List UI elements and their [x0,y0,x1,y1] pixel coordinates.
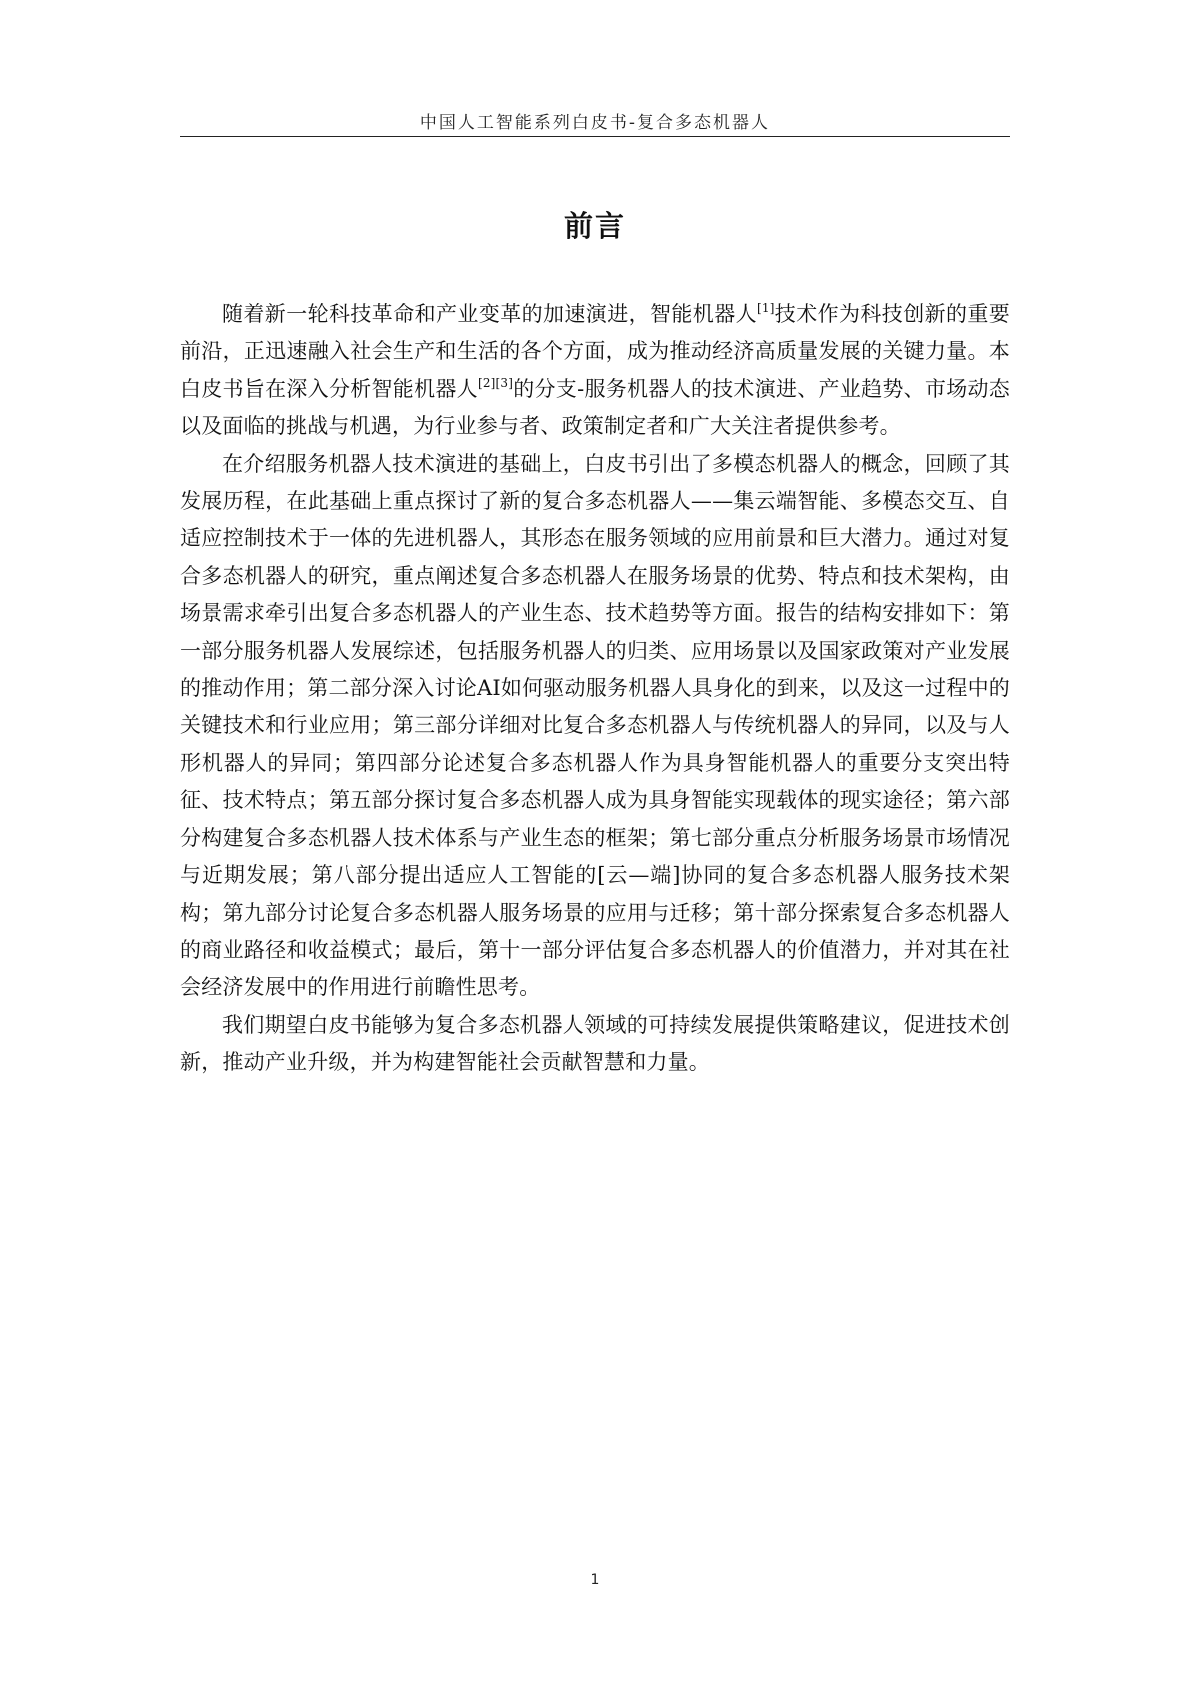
page-title: 前言 [563,209,626,243]
paragraph-intro-text-a: 随着新一轮科技革命和产业变革的加速演进，智能机器人 [222,302,757,326]
paragraph-conclusion: 我们期望白皮书能够为复合多态机器人领域的可持续发展提供策略建议，促进技术创新，推动产业升级，并为构建智能社会贡献智慧和力量。 [180,1012,1010,1075]
body-text [180,296,1010,1082]
running-header: 中国人工智能系列白皮书-复合多态机器人 [419,113,771,133]
paragraph-intro [180,296,1010,446]
paragraph-intro-text-c: 的分支-服务机器人的技术演进、产业趋势、市场动态以及面临的挑战与机遇，为行业参与者、政策制定者和广大关注者提供参考。 [180,376,1010,439]
paragraph-intro-text-b: 技术作为科技创新的重要前沿，正迅速融入社会生产和生活的各个方面，成为推动经济高质量发展的关键力量。本白皮书旨在深入分析智能机器人 [180,302,1011,401]
citation-ref-1: [1] [757,301,775,315]
header-divider [180,136,1010,137]
page-number: 1 [590,1572,600,1588]
citation-ref-2-3: [2][3] [477,375,514,390]
paragraph-structure: 在介绍服务机器人技术演进的基础上，白皮书引出了多模态机器人的概念，回顾了其发展历程，在此基础上重点探讨了新的复合多态机器人——集云端智能、多模态交互、自适应控制技术于一体的先进机器人，其形态在服务领域的应用前景和巨大潜力。通过对复合多态机器人的研究，重点阐述复合多态机器人在服务场景的优势、特点和技术架构，由场景需求牵引出复合多态机器人的产业生态、技术趋势等方面。报告的结构安排如下：第一部分服务机器人发展综述，包括服务机器人的归类、应用场景以及国家政策对产业发展的推动作用；第二部分深入讨论AI如何驱动服务机器人具身化的到来，以及这一过程中的关键技术和行业应用；第三部分详细对比复合多态机器人与传统机器人的异同，以及与人形机器人的异同；第四部分论述复合多态机器人作为具身智能机器人的重要分支突出特征、技术特点；第五部分探讨复合多态机器人成为具身智能实现载体的现实途径；第六部分构建复合多态机器人技术体系与产业生态的框架；第七部分重点分析服务场景市场情况与近期发展；第八部分提出适应人工智能的[云—端]协同的复合多态机器人服务技术架构；第九部分讨论复合多态机器人服务场景的应用与迁移；第十部分探索复合多态机器人的商业路径和收益模式；最后，第十一部分评估复合多态机器人的价值潜力，并对其在社会经济发展中的作用进行前瞻性思考。 [180,451,1010,1000]
